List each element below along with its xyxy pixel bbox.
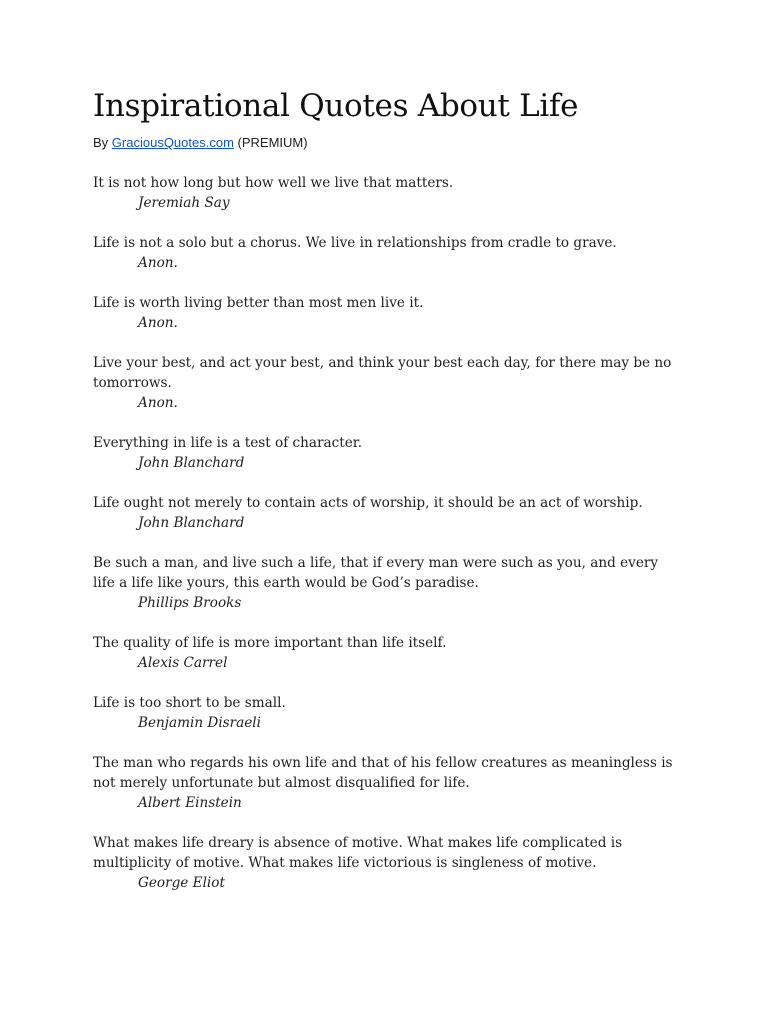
quote-text: Live your best, and act your best, and think your best each day, for there may be no tomorrows. bbox=[93, 355, 672, 391]
quote-author: Albert Einstein bbox=[138, 795, 242, 811]
quote-author: Anon. bbox=[138, 395, 178, 411]
source-link[interactable]: GraciousQuotes.com bbox=[111, 135, 234, 150]
quote-author: Alexis Carrel bbox=[138, 655, 228, 671]
quote-list bbox=[93, 173, 683, 893]
quote-text: Life is too short to be small. bbox=[93, 695, 286, 711]
quote-item bbox=[93, 173, 683, 213]
quote-text: Be such a man, and live such a life, that if every man were such as you, and every life a life like yours, this earth would be God’s paradise. bbox=[93, 555, 659, 591]
byline-prefix: By bbox=[93, 135, 112, 150]
document-page bbox=[93, 86, 683, 913]
quote-item bbox=[93, 493, 683, 533]
quote-item bbox=[93, 293, 683, 333]
quote-item bbox=[93, 553, 683, 613]
quote-text: It is not how long but how well we live that matters. bbox=[93, 175, 454, 191]
quote-text: Life ought not merely to contain acts of worship, it should be an act of worship. bbox=[93, 495, 643, 511]
quote-author: John Blanchard bbox=[138, 455, 245, 471]
quote-text: The quality of life is more important than life itself. bbox=[93, 635, 447, 651]
quote-text: What makes life dreary is absence of motive. What makes life complicated is multiplicity of motive. What makes life victorious is singleness of motive. bbox=[93, 835, 623, 871]
quote-author: George Eliot bbox=[138, 875, 225, 891]
quote-author: Jeremiah Say bbox=[138, 195, 230, 211]
quote-item bbox=[93, 693, 683, 733]
quote-author: Anon. bbox=[138, 315, 178, 331]
quote-item bbox=[93, 233, 683, 273]
quote-item bbox=[93, 353, 683, 413]
quote-item bbox=[93, 633, 683, 673]
quote-author: Phillips Brooks bbox=[138, 595, 242, 611]
quote-author: Anon. bbox=[138, 255, 178, 271]
byline-suffix: (PREMIUM) bbox=[233, 135, 308, 150]
byline bbox=[93, 134, 683, 152]
quote-text: Life is not a solo but a chorus. We live in relationships from cradle to grave. bbox=[93, 235, 617, 251]
quote-author: Benjamin Disraeli bbox=[138, 715, 261, 731]
quote-text: Life is worth living better than most men live it. bbox=[93, 295, 424, 311]
quote-item bbox=[93, 433, 683, 473]
page-title: Inspirational Quotes About Life bbox=[93, 88, 579, 124]
quote-text: The man who regards his own life and that of his fellow creatures as meaningless is not merely unfortunate but almost disqualified for life. bbox=[93, 755, 673, 791]
quote-item bbox=[93, 753, 683, 813]
quote-author: John Blanchard bbox=[138, 515, 245, 531]
quote-text: Everything in life is a test of character. bbox=[93, 435, 363, 451]
quote-item bbox=[93, 833, 683, 893]
